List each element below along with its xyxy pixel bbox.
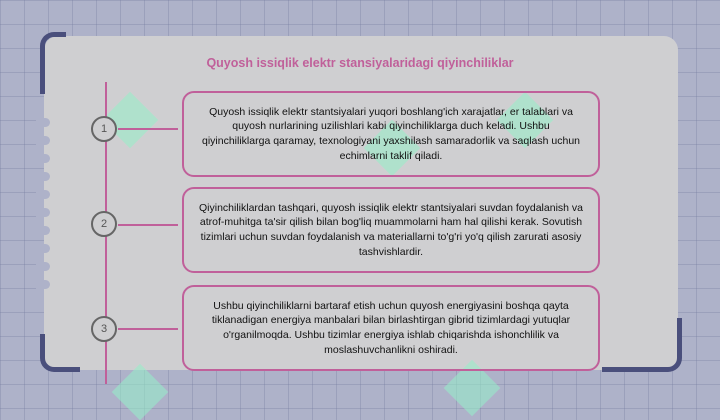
step-2-text: Qiyinchiliklardan tashqari, quyosh issiqlik elektr stantsiyalari suvdan foydalanish va atrof-muhitga ta'sir qilish bilan bog'liq muammolarni ham hal qilishi kerak. Sovutish tizimlari uchun suvdan foydalanish va materiallarni to'g'ri yo'q qilish zarurati asosiy tashvishlardir. (198, 201, 584, 258)
watermark-logo-icon (112, 364, 169, 420)
step-1-box (182, 91, 600, 177)
notch (36, 208, 50, 217)
step-2-connector (118, 224, 178, 226)
step-1-connector (118, 128, 178, 130)
notch (36, 154, 50, 163)
notch (36, 280, 50, 289)
notch (36, 226, 50, 235)
step-3-number: 3 (91, 316, 117, 342)
page-title: Quyosh issiqlik elektr stansiyalaridagi qiyinchiliklar (206, 56, 514, 70)
step-2-box (182, 187, 600, 273)
step-3-connector (118, 328, 178, 330)
frame-corner-bottom-left (40, 334, 80, 372)
notch (36, 172, 50, 181)
notch (36, 244, 50, 253)
notch (36, 190, 50, 199)
binder-notches (36, 118, 50, 298)
step-3-box (182, 285, 600, 371)
step-1-number: 1 (91, 116, 117, 142)
step-1-text: Quyosh issiqlik elektr stantsiyalari yuqori boshlang'ich xarajatlar, er talablari va quyosh nurlarining uzilishlari kabi qiyinchiliklarga duch keladi. Ushbu qiyinchiliklarga qaramay, texnologiyani yaxshilash samaradorlik va saqlash uchun echimlarni taklif qiladi. (202, 105, 580, 162)
frame-corner-bottom-right (602, 318, 682, 372)
notch (36, 136, 50, 145)
notch (36, 118, 50, 127)
notch (36, 262, 50, 271)
step-2-number: 2 (91, 211, 117, 237)
step-3-text: Ushbu qiyinchiliklarni bartaraf etish uchun quyosh energiyasini boshqa qayta tiklanadigan energiya manbalari bilan birlashtirgan gibrid tizimlardagi yutuqlar o'rganilmoqda. Ushbu tizimlar energiya ishlab chiqarishda ishonchlilik va moslashuvchanlikni oshiradi. (211, 299, 571, 356)
